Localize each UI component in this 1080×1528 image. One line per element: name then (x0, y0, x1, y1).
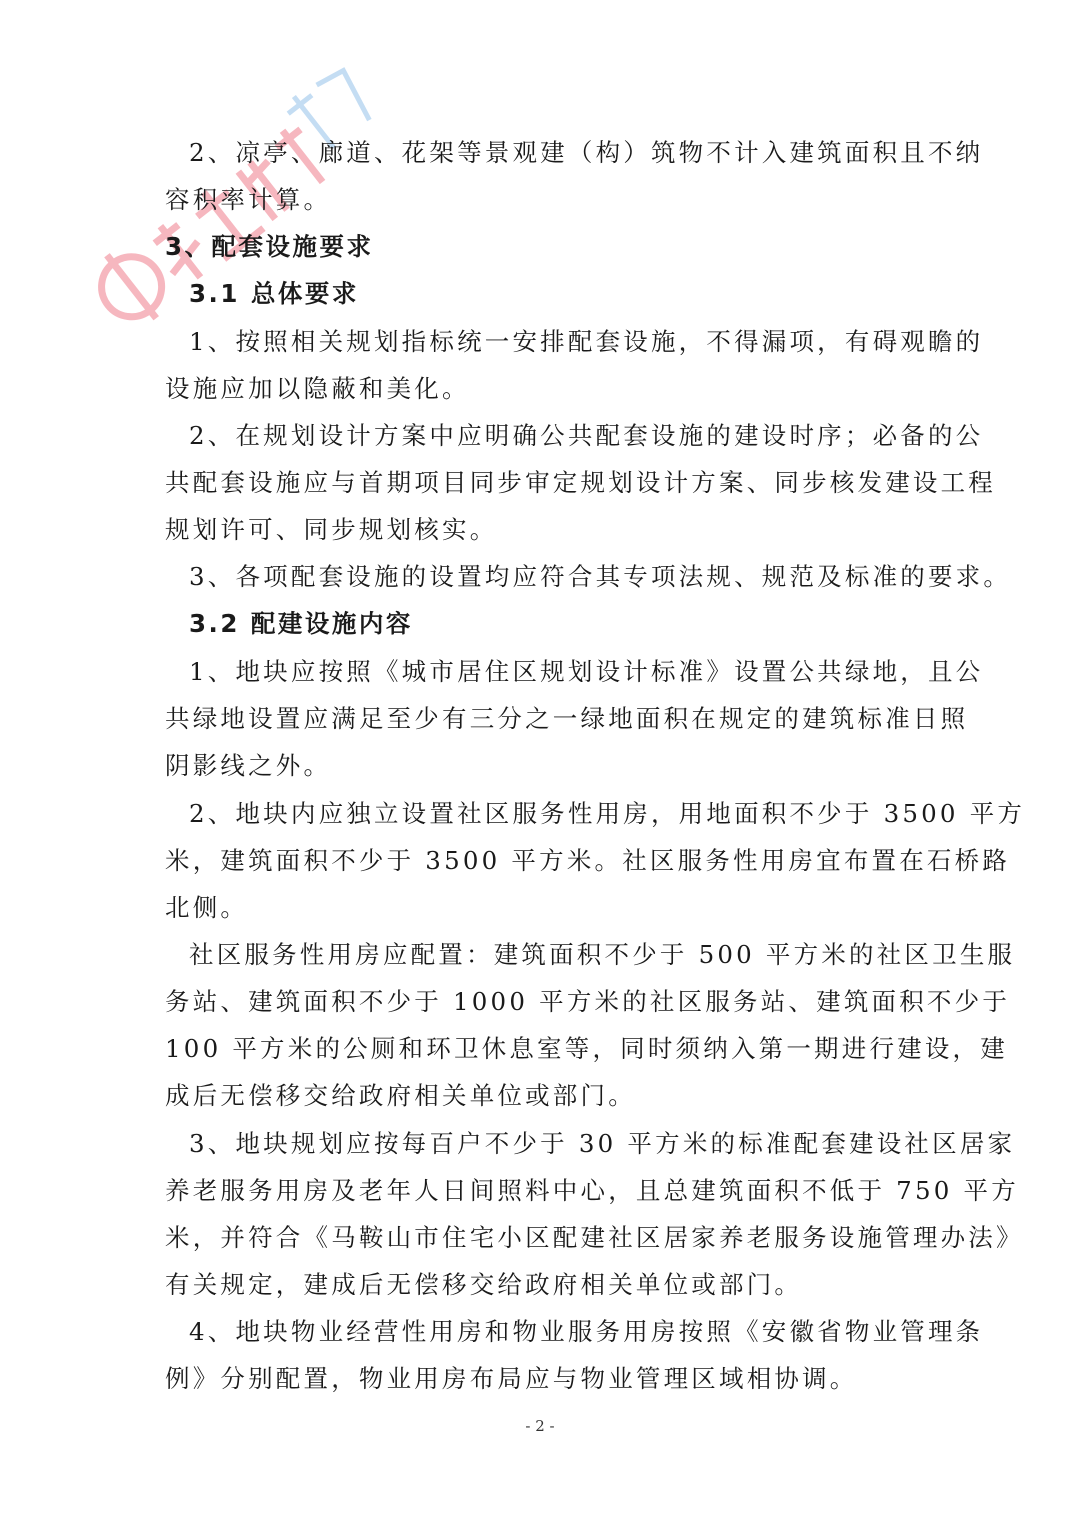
paragraph-line: 3、各项配套设施的设置均应符合其专项法规、规范及标准的要求。 (189, 562, 1012, 591)
paragraph-line: 例》分别配置，物业用房布局应与物业管理区域相协调。 (165, 1364, 858, 1393)
paragraph-line: 设施应加以隐蔽和美化。 (165, 374, 470, 403)
page-number: - 2 - (525, 1417, 555, 1435)
paragraph-line: 共配套设施应与首期项目同步审定规划设计方案、同步核发建设工程 (165, 468, 996, 497)
paragraph-line: 容积率计算。 (165, 185, 332, 214)
paragraph-line: 阴影线之外。 (165, 751, 332, 780)
paragraph-line: 有关规定，建成后无偿移交给政府相关单位或部门。 (165, 1270, 803, 1299)
paragraph-line: 1、地块应按照《城市居住区规划设计标准》设置公共绿地，且公 (189, 657, 984, 686)
paragraph-line: 务站、建筑面积不少于 1000 平方米的社区服务站、建筑面积不少于 (165, 987, 1011, 1016)
paragraph-line: 2、在规划设计方案中应明确公共配套设施的建设时序；必备的公 (189, 421, 984, 450)
subsection-heading: 3.2 配建设施内容 (189, 609, 413, 638)
paragraph-line: 米，建筑面积不少于 3500 平方米。社区服务性用房宜布置在石桥路 (165, 846, 1011, 875)
paragraph-line: 养老服务用房及老年人日间照料中心，且总建筑面积不低于 750 平方 (165, 1176, 1019, 1205)
paragraph-line: 共绿地设置应满足至少有三分之一绿地面积在规定的建筑标准日照 (165, 704, 969, 733)
paragraph-line: 3、地块规划应按每百户不少于 30 平方米的标准配套建设社区居家 (189, 1129, 1016, 1158)
paragraph-line: 米，并符合《马鞍山市住宅小区配建社区居家养老服务设施管理办法》 (165, 1223, 1024, 1252)
paragraph-line: 2、地块内应独立设置社区服务性用房，用地面积不少于 3500 平方 (189, 799, 1026, 828)
paragraph-line: 成后无偿移交给政府相关单位或部门。 (165, 1081, 636, 1110)
paragraph-line: 北侧。 (165, 893, 249, 922)
paragraph-line: 1、按照相关规划指标统一安排配套设施，不得漏项，有碍观瞻的 (189, 327, 984, 356)
paragraph-line: 社区服务性用房应配置：建筑面积不少于 500 平方米的社区卫生服 (189, 940, 1016, 969)
paragraph-line: 100 平方米的公厕和环卫休息室等，同时须纳入第一期进行建设，建 (165, 1034, 1008, 1063)
section-heading: 3、配套设施要求 (165, 232, 374, 261)
paragraph-line: 2、凉亭、廊道、花架等景观建（构）筑物不计入建筑面积且不纳 (189, 138, 984, 167)
paragraph-line: 规划许可、同步规划核实。 (165, 515, 498, 544)
paragraph-line: 4、地块物业经营性用房和物业服务用房按照《安徽省物业管理条 (189, 1317, 984, 1346)
subsection-heading: 3.1 总体要求 (189, 279, 359, 308)
